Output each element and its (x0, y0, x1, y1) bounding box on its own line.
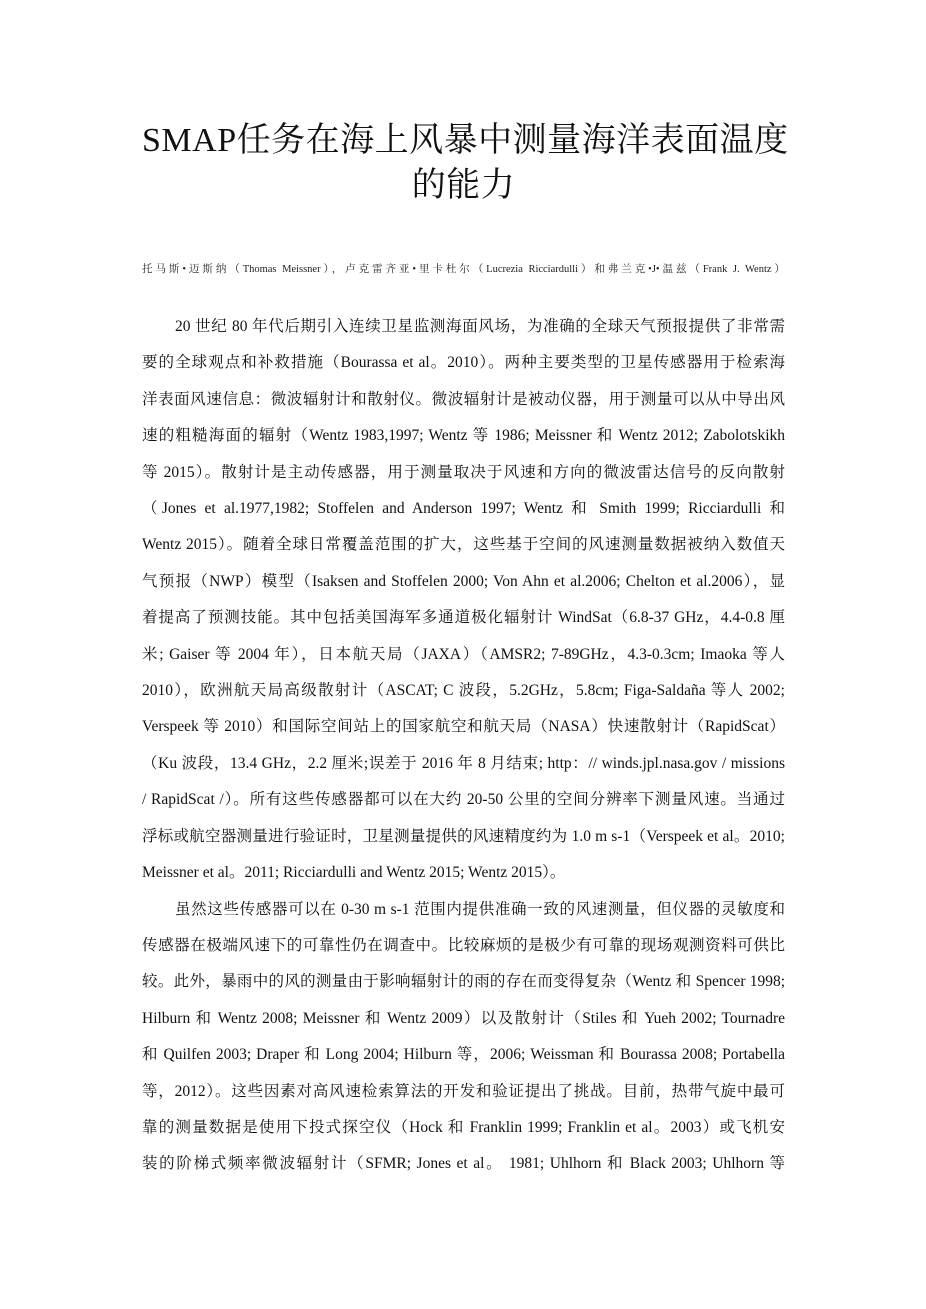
text-line: 较。此外，暴雨中的风的测量由于影响辐射计的雨的存在而变得复杂（Wentz 和 Spencer 1998; (142, 973, 785, 991)
text-line: 虽然这些传感器可以在 0-30 m s-1 范围内提供准确一致的风速测量，但仪器的灵敏度和 (175, 900, 785, 918)
text-line: 2010），欧洲航天局高级散射计（ASCAT; C 波段，5.2GHz，5.8cm; Figa-Saldaña 等人 2002; (142, 682, 785, 700)
text-line: （Jones et al.1977,1982; Stoffelen and Anderson 1997; Wentz 和 Smith 1999; Ricciardulli 和 (142, 500, 785, 518)
text-line: 速的粗糙海面的辐射（Wentz 1983,1997; Wentz 等 1986; Meissner 和 Wentz 2012; Zabolotskikh (142, 427, 785, 445)
text-line: Wentz 2015）。随着全球日常覆盖范围的扩大，这些基于空间的风速测量数据被纳入数值天 (142, 536, 785, 554)
text-line: 气预报（NWP）模型（Isaksen and Stoffelen 2000; Von Ahn et al.2006; Chelton et al.2006），显 (142, 572, 785, 590)
text-line: 米; Gaiser 等 2004 年），日本航天局（JAXA）（AMSR2; 7-89GHz，4.3-0.3cm; Imaoka 等人 (142, 645, 785, 663)
text-line: 和 Quilfen 2003; Draper 和 Long 2004; Hilburn 等，2006; Weissman 和 Bourassa 2008; Portabella (142, 1046, 785, 1064)
author-list: 托马斯•迈斯纳（Thomas Meissner），卢克雷齐亚•里卡杜尔（Lucrezia Ricciardulli）和弗兰克•J•温兹（Frank J. Wentz） (142, 264, 785, 275)
text-line: Hilburn 和 Wentz 2008; Meissner 和 Wentz 2009）以及散射计（Stiles 和 Yueh 2002; Tournadre (142, 1009, 785, 1027)
paragraph (142, 892, 785, 1183)
text-line: 靠的测量数据是使用下投式探空仪（Hock 和 Franklin 1999; Franklin et al。2003）或飞机安 (142, 1118, 785, 1136)
text-line: 传感器在极端风速下的可靠性仍在调查中。比较麻烦的是极少有可靠的现场观测资料可供比 (142, 936, 785, 954)
text-line: 浮标或航空器测量进行验证时，卫星测量提供的风速精度约为 1.0 m s-1（Verspeek et al。2010; (142, 827, 785, 845)
text-line: 着提高了预测技能。其中包括美国海军多通道极化辐射计 WindSat（6.8-37 GHz，4.4-0.8 厘 (142, 609, 785, 627)
text-line: Verspeek 等 2010）和国际空间站上的国家航空和航天局（NASA）快速散射计（RapidScat） (142, 718, 785, 736)
body-text (142, 309, 785, 1183)
text-line: 洋表面风速信息：微波辐射计和散射仪。微波辐射计是被动仪器，用于测量可以从中导出风 (142, 390, 785, 408)
paper-title (142, 118, 789, 208)
text-line: 等 2015）。散射计是主动传感器，用于测量取决于风速和方向的微波雷达信号的反向散射 (142, 463, 785, 481)
text-line: （Ku 波段，13.4 GHz，2.2 厘米;误差于 2016 年 8 月结束; http：// winds.jpl.nasa.gov / missions (142, 754, 785, 772)
text-line: 要的全球观点和补救措施（Bourassa et al。2010）。两种主要类型的卫星传感器用于检索海 (142, 354, 785, 372)
text-line: / RapidScat /）。所有这些传感器都可以在大约 20-50 公里的空间分辨率下测量风速。当通过 (142, 791, 785, 809)
text-line: Meissner et al。2011; Ricciardulli and Wentz 2015; Wentz 2015）。 (142, 864, 566, 882)
text-line: 等，2012）。这些因素对高风速检索算法的开发和验证提出了挑战。目前，热带气旋中最可 (142, 1082, 785, 1100)
text-line: 20 世纪 80 年代后期引入连续卫星监测海面风场，为准确的全球天气预报提供了非常需 (175, 318, 785, 335)
text-line: 装的阶梯式频率微波辐射计（SFMR; Jones et al。 1981; Uhlhorn 和 Black 2003; Uhlhorn 等 (142, 1155, 785, 1173)
title-line: SMAP任务在海上风暴中测量海洋表面温度 (142, 122, 789, 159)
paragraph (142, 309, 785, 892)
title-line: 的能力 (411, 167, 516, 204)
